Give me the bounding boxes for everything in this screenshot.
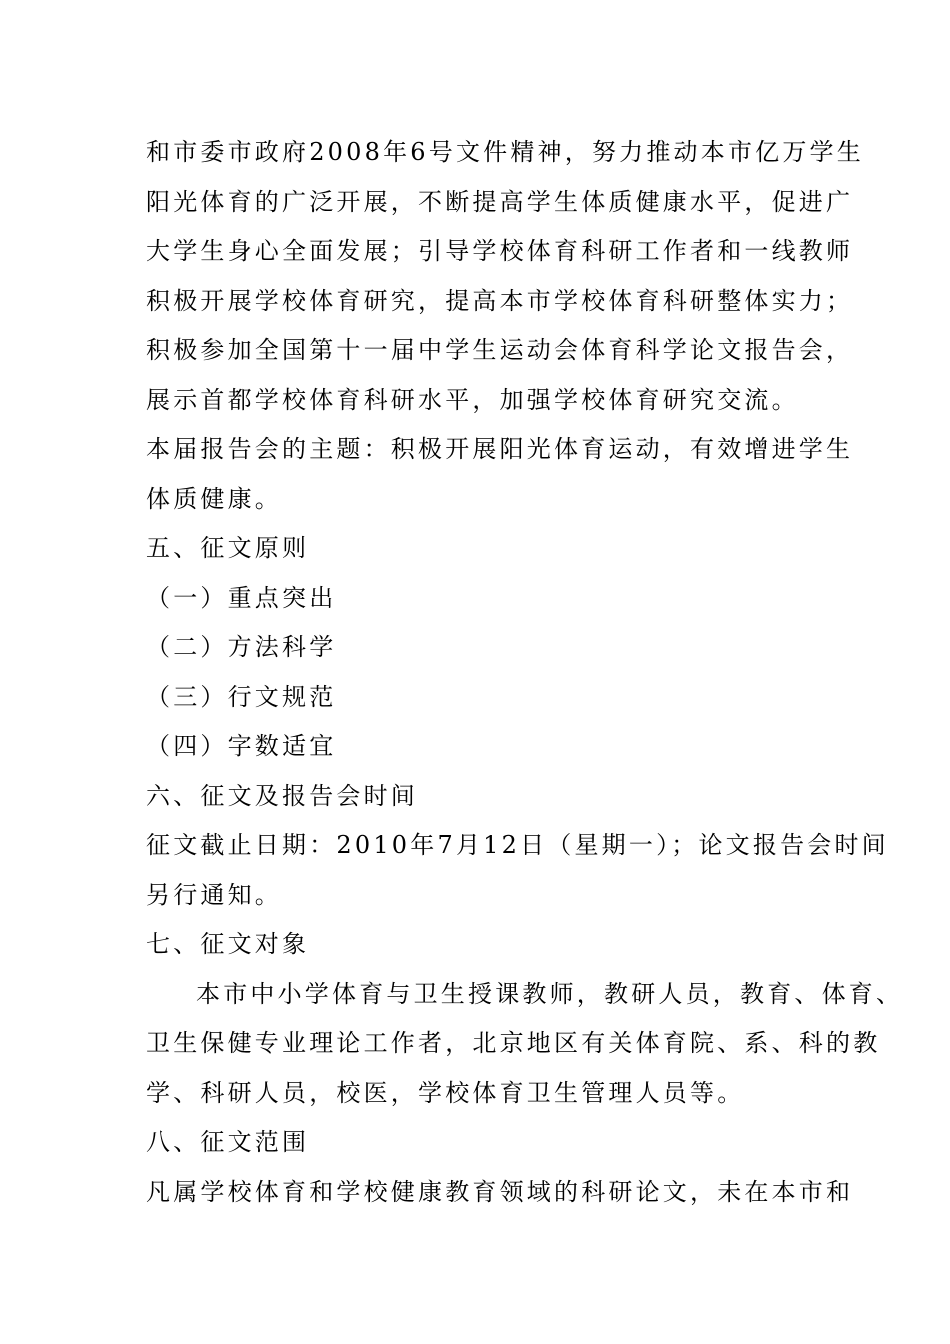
audience-line: 卫生保健专业理论工作者，北京地区有关体育院、系、科的教	[146, 1029, 881, 1057]
document-body	[146, 128, 904, 1217]
principle-item: （四）字数适宜	[146, 732, 337, 760]
section-heading-principles: 五、征文原则	[146, 534, 310, 562]
audience-line: 本市中小学体育与卫生授课教师，教研人员，教育、体育、	[196, 979, 904, 1008]
principle-item: （三）行文规范	[146, 682, 337, 711]
body-line: 和市委市政府2008年6号文件精神，努力推动本市亿万学生	[146, 138, 864, 166]
scope-line: 凡属学校体育和学校健康教育领域的科研论文，未在本市和	[146, 1177, 854, 1206]
theme-line: 本届报告会的主题：积极开展阳光体育运动，有效增进学生	[146, 435, 854, 463]
deadline-line: 另行通知。	[146, 880, 282, 909]
principle-item: （一）重点突出	[146, 583, 337, 612]
theme-line: 体质健康。	[146, 484, 282, 513]
principle-item: （二）方法科学	[146, 633, 337, 661]
section-heading-scope: 八、征文范围	[146, 1128, 310, 1156]
audience-line: 学、科研人员，校医，学校体育卫生管理人员等。	[146, 1078, 745, 1107]
deadline-line: 征文截止日期：2010年7月12日（星期一）；论文报告会时间	[146, 831, 889, 859]
body-line: 积极参加全国第十一届中学生运动会体育科学论文报告会，	[146, 336, 854, 364]
section-heading-audience: 七、征文对象	[146, 930, 310, 958]
section-heading-schedule: 六、征文及报告会时间	[146, 781, 418, 810]
body-line: 积极开展学校体育研究，提高本市学校体育科研整体实力；	[146, 286, 854, 315]
body-line: 阳光体育的广泛开展，不断提高学生体质健康水平，促进广	[146, 187, 854, 216]
body-line: 展示首都学校体育科研水平，加强学校体育研究交流。	[146, 385, 799, 414]
body-line: 大学生身心全面发展；引导学校体育科研工作者和一线教师	[146, 237, 854, 265]
